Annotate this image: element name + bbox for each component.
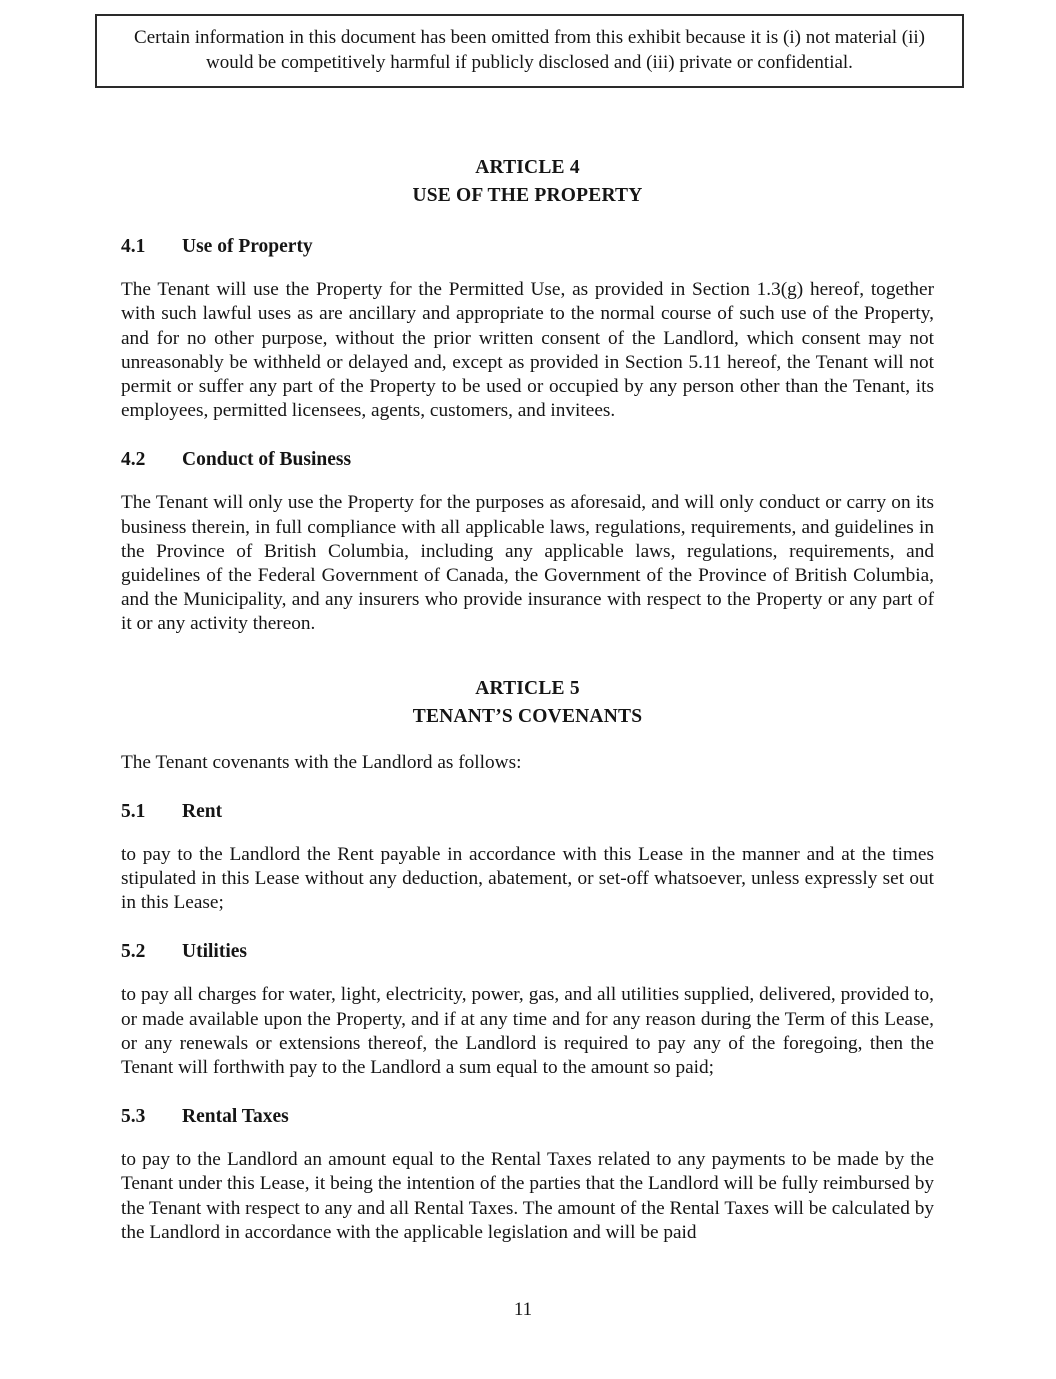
- article-5-intro: The Tenant covenants with the Landlord as follows:: [121, 751, 522, 773]
- paragraph-4-1: The Tenant will use the Property for the Permitted Use, as provided in Section 1.3(g) hereof, together with such lawful uses as are ancillary and appropriate to the normal course of such use of the Property, and for no other purpose, without the prior written consent of the Landlord, which consent may not unreasonably be withheld or delayed and, except as provided in Section 5.11 hereof, the Tenant will not permit or suffer any part of the Property to be used or occupied by any person other than the Tenant, its employees, permitted licensees, agents, customers, and invitees.: [121, 279, 934, 422]
- paragraph-4-2: The Tenant will only use the Property for the purposes as aforesaid, and will only conduct or carry on its business therein, in full compliance with all applicable laws, regulations, requirements, and guidelines in the Province of British Columbia, including any applicable laws, regulations, requirements, and guidelines of the Federal Government of Canada, the Government of the Province of British Columbia, and the Municipality, and any insurers who provide insurance with respect to the Property or any part of it or any activity thereon.: [121, 492, 934, 635]
- section-title: Rental Taxes: [182, 1106, 289, 1128]
- section-head-4-2: [121, 448, 934, 472]
- section-head-4-1: [121, 235, 934, 259]
- document-body: [121, 154, 934, 1245]
- confidentiality-notice: Certain information in this document has been omitted from this exhibit because it is (i) not material (ii) would be competitively harmful if publicly disclosed and (iii) private or confidential.: [95, 14, 964, 88]
- section-title: Use of Property: [182, 236, 313, 258]
- section-number: 5.1: [121, 800, 146, 822]
- section-title: Rent: [182, 800, 223, 822]
- article-5-heading-number: ARTICLE 5: [475, 677, 580, 699]
- paragraph-5-2: to pay all charges for water, light, electricity, power, gas, and all utilities supplied, delivered, provided to, or made available upon the Property, and if at any time and for any reason during the Term of this Lease, or any renewals or extensions thereof, the Landlord is required to pay any of the foregoing, then the Tenant will forthwith pay to the Landlord a sum equal to the amount so paid;: [121, 984, 934, 1079]
- section-head-5-3: [121, 1105, 934, 1129]
- article-5-heading-title: TENANT’S COVENANTS: [412, 705, 643, 727]
- section-number: 5.2: [121, 941, 146, 963]
- paragraph-5-1: to pay to the Landlord the Rent payable in accordance with this Lease in the manner and at the times stipulated in this Lease without any deduction, abatement, or set-off whatsoever, unless expressly set out in this Lease;: [121, 843, 934, 914]
- page-number: 11: [513, 1299, 533, 1320]
- section-title: Conduct of Business: [182, 449, 352, 471]
- section-title: Utilities: [182, 941, 247, 963]
- article-4-heading-title: USE OF THE PROPERTY: [412, 185, 643, 207]
- section-number: 4.1: [121, 236, 146, 258]
- paragraph-5-3: to pay to the Landlord an amount equal to the Rental Taxes related to any payments to be made by the Tenant under this Lease, it being the intention of the parties that the Landlord will be fully reimbursed by the Tenant with respect to any and all Rental Taxes. The amount of the Rental Taxes will be calculated by the Landlord in accordance with the applicable legislation and will be paid: [121, 1149, 934, 1243]
- document-page: [0, 14, 1056, 1379]
- section-number: 4.2: [121, 449, 146, 471]
- article-4-heading: [121, 154, 934, 210]
- section-head-5-2: [121, 940, 934, 964]
- article-5-heading: [121, 675, 934, 731]
- article-4-heading-number: ARTICLE 4: [475, 157, 580, 179]
- section-head-5-1: [121, 800, 934, 824]
- section-number: 5.3: [121, 1106, 146, 1128]
